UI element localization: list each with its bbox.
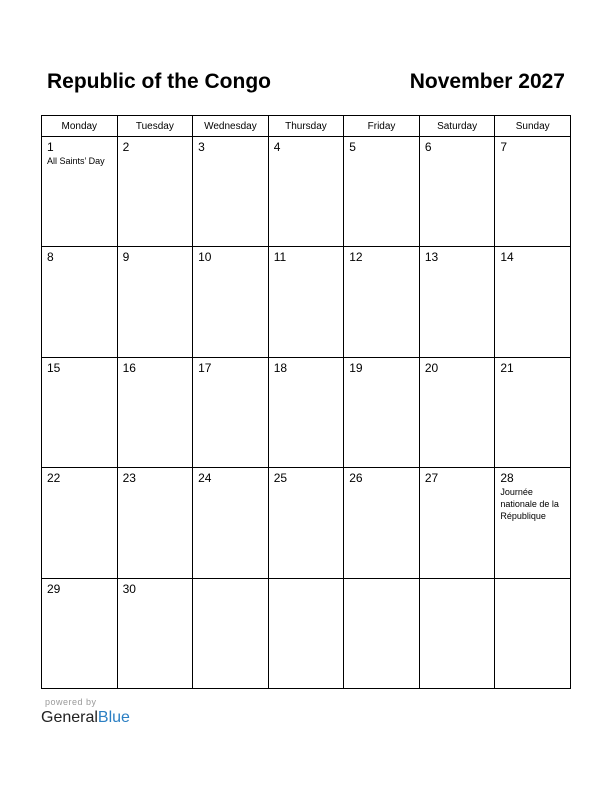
day-cell xyxy=(344,357,420,467)
holiday-label xyxy=(42,485,117,486)
weekday-friday: Friday xyxy=(344,116,420,137)
day-number: 21 xyxy=(500,360,514,375)
holiday-label xyxy=(118,485,193,486)
holiday-label xyxy=(495,154,570,155)
day-cell xyxy=(419,578,495,688)
holiday-label xyxy=(344,582,419,583)
country-title: Republic of the Congo xyxy=(47,70,271,93)
week-row xyxy=(42,137,571,247)
weekday-thursday: Thursday xyxy=(268,116,344,137)
holiday-label xyxy=(118,375,193,376)
weekday-monday: Monday xyxy=(42,116,118,137)
holiday-label: All Saints’ Day xyxy=(47,156,105,166)
holiday-label xyxy=(420,485,495,486)
holiday-label xyxy=(420,375,495,376)
day-number: 1 xyxy=(47,140,54,154)
day-number: 2 xyxy=(122,140,130,154)
powered-by-label: powered by xyxy=(45,697,97,707)
day-cell xyxy=(495,247,571,357)
day-cell xyxy=(268,247,344,357)
day-cell xyxy=(117,578,193,688)
day-number: 8 xyxy=(47,250,54,265)
holiday-label xyxy=(420,264,495,265)
week-row xyxy=(42,468,571,578)
holiday-label xyxy=(420,582,495,583)
day-number: 24 xyxy=(198,471,212,486)
day-number: 3 xyxy=(198,140,205,154)
day-number: 11 xyxy=(273,250,287,265)
day-number: 9 xyxy=(122,250,130,265)
day-cell xyxy=(268,137,344,247)
day-number: 10 xyxy=(198,250,212,265)
day-number: 23 xyxy=(122,471,136,486)
weekday-tuesday: Tuesday xyxy=(117,116,193,137)
day-cell xyxy=(495,357,571,467)
week-row xyxy=(42,578,571,688)
day-cell xyxy=(344,247,420,357)
day-cell xyxy=(42,468,118,578)
holiday-label xyxy=(269,582,344,583)
day-number: 22 xyxy=(47,471,61,486)
day-number: 20 xyxy=(424,360,439,375)
day-number: 30 xyxy=(122,581,136,596)
day-number: 12 xyxy=(349,250,363,265)
holiday-label xyxy=(193,264,268,265)
day-number: 27 xyxy=(424,471,439,486)
day-cell xyxy=(268,468,344,578)
day-cell xyxy=(117,468,193,578)
day-cell xyxy=(268,357,344,467)
holiday-label xyxy=(269,375,344,376)
holiday-label xyxy=(118,154,193,155)
holiday-label xyxy=(193,154,268,155)
day-number: 28 xyxy=(500,471,514,486)
holiday-label xyxy=(495,582,570,583)
day-cell xyxy=(193,137,269,247)
holiday-label xyxy=(42,264,117,265)
day-number: 14 xyxy=(500,250,514,265)
calendar-grid xyxy=(41,115,571,689)
month-year-title: November 2027 xyxy=(409,70,565,93)
day-cell xyxy=(42,357,118,467)
day-cell xyxy=(419,137,495,247)
day-cell xyxy=(419,247,495,357)
day-cell xyxy=(344,468,420,578)
generalblue-logo[interactable] xyxy=(41,709,130,727)
weekday-sunday: Sunday xyxy=(495,116,571,137)
day-number: 7 xyxy=(500,140,508,154)
week-row xyxy=(42,247,571,357)
holiday-label xyxy=(193,485,268,486)
day-cell xyxy=(344,137,420,247)
holiday-label xyxy=(344,485,419,486)
day-cell xyxy=(42,247,118,357)
holiday-label xyxy=(118,596,193,597)
day-number: 5 xyxy=(349,140,356,154)
day-number: 18 xyxy=(273,360,288,375)
day-cell xyxy=(193,468,269,578)
holiday-label xyxy=(269,264,344,265)
brand-general-text: General xyxy=(41,709,98,726)
day-cell xyxy=(193,578,269,688)
week-row xyxy=(42,357,571,467)
day-cell xyxy=(42,578,118,688)
day-cell xyxy=(193,247,269,357)
holiday-label xyxy=(269,154,344,155)
day-number: 6 xyxy=(424,140,432,154)
weekday-wednesday: Wednesday xyxy=(193,116,269,137)
holiday-label xyxy=(420,154,495,155)
day-number: 15 xyxy=(47,360,61,375)
day-number: 29 xyxy=(47,581,61,596)
holiday-label: Journée nationale de la République xyxy=(500,487,559,522)
holiday-label xyxy=(344,375,419,376)
day-cell xyxy=(495,578,571,688)
day-number: 19 xyxy=(349,360,363,375)
day-number: 25 xyxy=(273,471,288,486)
holiday-label xyxy=(269,485,344,486)
holiday-label xyxy=(42,596,117,597)
day-cell xyxy=(344,578,420,688)
day-cell xyxy=(117,247,193,357)
day-cell xyxy=(193,357,269,467)
day-cell xyxy=(495,137,571,247)
day-cell xyxy=(117,137,193,247)
day-number: 4 xyxy=(273,140,281,154)
day-cell xyxy=(268,578,344,688)
day-number: 16 xyxy=(122,360,136,375)
day-number: 13 xyxy=(424,250,439,265)
holiday-label xyxy=(495,375,570,376)
day-cell xyxy=(495,468,571,578)
weekday-header-row xyxy=(42,116,571,137)
day-number: 26 xyxy=(349,471,363,486)
holiday-label xyxy=(344,264,419,265)
holiday-label xyxy=(495,264,570,265)
holiday-label xyxy=(344,154,419,155)
day-cell xyxy=(42,137,118,247)
holiday-label xyxy=(42,375,117,376)
weekday-saturday: Saturday xyxy=(419,116,495,137)
day-cell xyxy=(419,357,495,467)
holiday-label xyxy=(193,375,268,376)
brand-blue-text: Blue xyxy=(97,709,130,726)
holiday-label xyxy=(118,264,193,265)
day-number: 17 xyxy=(198,360,212,375)
day-cell xyxy=(419,468,495,578)
day-cell xyxy=(117,357,193,467)
holiday-label xyxy=(193,582,268,583)
